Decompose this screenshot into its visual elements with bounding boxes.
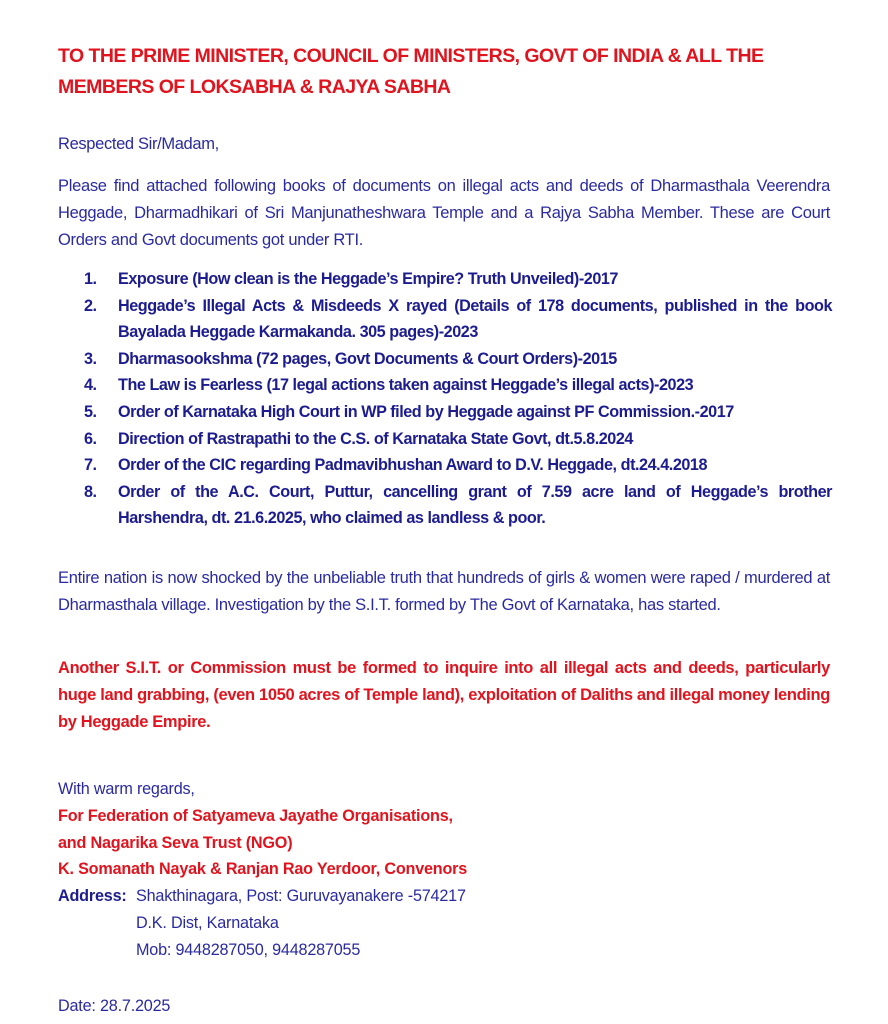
list-item-text: Order of the CIC regarding Padmavibhushan Award to D.V. Heggade, dt.24.4.2018 xyxy=(118,456,708,475)
documents-list xyxy=(84,266,832,532)
address-line-1: Shakthinagara, Post: Guruvayanakere -574217 xyxy=(136,887,466,906)
list-item xyxy=(84,426,832,453)
list-item xyxy=(84,293,832,346)
list-item xyxy=(84,399,832,426)
list-item-text: Order of Karnataka High Court in WP filed by Heggade against PF Commission.-2017 xyxy=(118,402,734,421)
list-number: 3. xyxy=(84,349,97,368)
list-item xyxy=(84,346,832,373)
signatory-org-line: For Federation of Satyameva Jayathe Organisations, xyxy=(58,806,453,825)
mobile-numbers: Mob: 9448287050, 9448287055 xyxy=(136,940,361,959)
signatory-trust-line: and Nagarika Seva Trust (NGO) xyxy=(58,833,293,852)
list-number: 6. xyxy=(84,429,97,448)
intro-paragraph: Please find attached following books of documents on illegal acts and deeds of Dharmasthala Veerendra Heggade, Dharmadhikari of Sri Manjunatheshwara Temple and a Rajya Sabha Member. These are Court Orders and Govt documents got under RTI. xyxy=(58,177,830,249)
list-number: 7. xyxy=(84,456,97,475)
list-number: 8. xyxy=(84,482,97,501)
letter-date: Date: 28.7.2025 xyxy=(58,997,171,1015)
list-item xyxy=(84,452,832,479)
signature-block xyxy=(58,776,658,964)
letter-heading: TO THE PRIME MINISTER, COUNCIL OF MINISTERS, GOVT OF INDIA & ALL THE MEMBERS OF LOKSABHA & RAJYA SABHA xyxy=(58,45,764,98)
list-item xyxy=(84,266,832,293)
list-item-text: Exposure (How clean is the Heggade’s Empire? Truth Unveiled)-2017 xyxy=(118,270,618,288)
address-label: Address: xyxy=(58,887,127,906)
list-item xyxy=(84,372,832,399)
shock-paragraph: Entire nation is now shocked by the unbeliable truth that hundreds of girls & women were raped / murdered at Dharmasthala village. Investigation by the S.I.T. formed by The Govt of Karnataka, has started. xyxy=(58,569,830,614)
list-item-text: Dharmasookshma (72 pages, Govt Documents & Court Orders)-2015 xyxy=(118,349,617,368)
list-item xyxy=(84,479,832,532)
list-number: 4. xyxy=(84,376,97,395)
demand-paragraph: Another S.I.T. or Commission must be formed to inquire into all illegal acts and deeds, particularly huge land grabbing, (even 1050 acres of Temple land), exploitation of Daliths and illegal money lending by Heggade Empire. xyxy=(58,659,830,731)
list-item-text: Order of the A.C. Court, Puttur, cancelling grant of 7.59 acre land of Heggade’s brother Harshendra, dt. 21.6.2025, who claimed as landless & poor. xyxy=(118,482,832,528)
address-row xyxy=(58,883,658,910)
signatory-names-line: K. Somanath Nayak & Ranjan Rao Yerdoor, Convenors xyxy=(58,860,468,879)
address-line-2: D.K. Dist, Karnataka xyxy=(136,913,279,932)
list-item-text: Heggade’s Illegal Acts & Misdeeds X rayed (Details of 178 documents, published in the book Bayalada Heggade Karmakanda. 305 pages)-2023 xyxy=(118,296,832,342)
list-number: 1. xyxy=(84,270,97,288)
list-item-text: The Law is Fearless (17 legal actions taken against Heggade’s illegal acts)-2023 xyxy=(118,376,694,395)
closing-line: With warm regards, xyxy=(58,780,195,798)
salutation: Respected Sir/Madam, xyxy=(58,135,219,153)
list-number: 2. xyxy=(84,296,97,315)
list-item-text: Direction of Rastrapathi to the C.S. of Karnataka State Govt, dt.5.8.2024 xyxy=(118,429,633,448)
list-number: 5. xyxy=(84,402,97,421)
